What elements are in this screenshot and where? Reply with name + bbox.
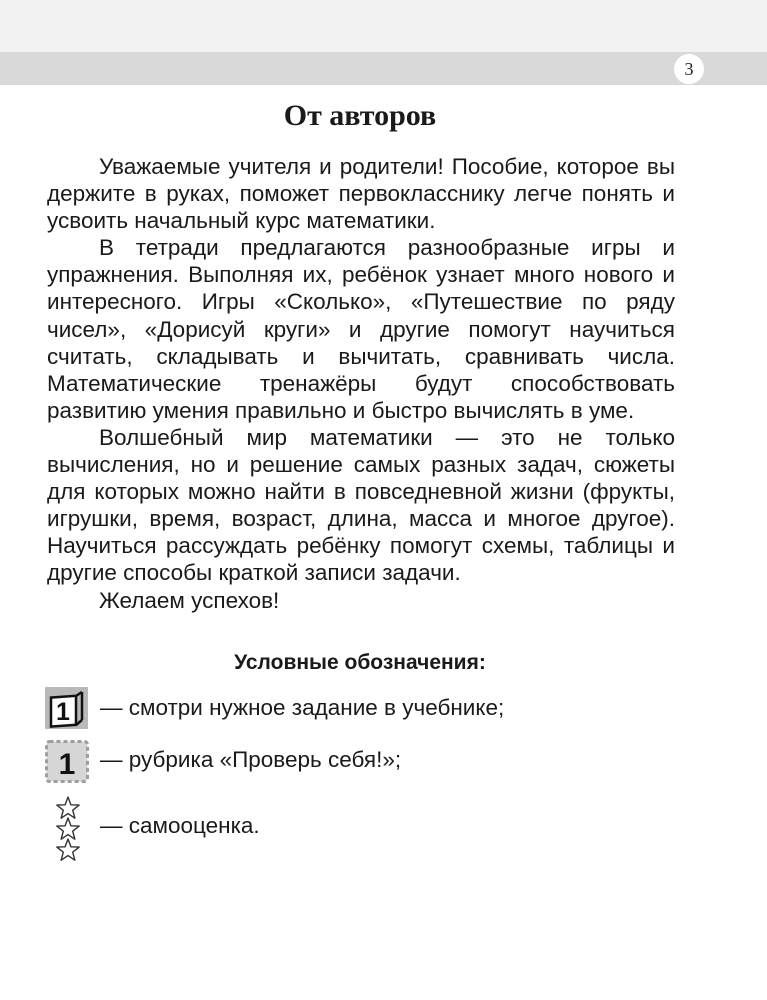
closing-paragraph: Желаем успехов!	[99, 587, 280, 613]
star-icon	[57, 818, 79, 839]
textbook-task-icon	[45, 687, 88, 729]
page-title: От авторов	[283, 99, 437, 132]
self-check-icon-label: 1	[58, 748, 76, 781]
stars-self-assessment-icon	[55, 796, 81, 862]
self-check-icon	[45, 740, 89, 783]
paragraph: Волшебный мир математики — это не только вычисления, но и решение самых разных задач, сюжеты для которых можно найти в повседневной жизни (фрукты, игрушки, время, возраст, длина, масса и многое другое). Научиться рассуждать ребёнку помогут схемы, таблицы и другие способы краткой записи задачи.	[47, 424, 675, 586]
textbook-icon-label: 1	[56, 698, 70, 726]
page-top-margin	[0, 0, 767, 52]
header-bar	[0, 52, 767, 85]
legend-text-textbook: — смотри нужное задание в учебнике;	[100, 695, 505, 720]
intro-text	[47, 153, 675, 614]
paragraph: Уважаемые учителя и родители! Пособие, которое вы держите в руках, поможет первокласснику легче понять и усвоить начальный курс математики.	[47, 154, 675, 234]
legend-title: Условные обозначения:	[234, 651, 486, 674]
legend-text-self-check: — рубрика «Проверь себя!»;	[100, 747, 402, 772]
star-icon	[57, 839, 79, 860]
legend-text-self-assessment: — самооценка.	[100, 813, 260, 838]
star-icon	[57, 797, 79, 818]
page-number: 3	[674, 54, 704, 84]
paragraph: В тетради предлагаются разнообразные игры и упражнения. Выполняя их, ребёнок узнает много нового и интересного. Игры «Сколько», «Путешествие по ряду чисел», «Дорисуй круги» и другие помогут научиться считать, складывать и вычитать, сравнивать числа. Математические тренажёры будут способствовать развитию умения правильно и быстро вычислять в уме.	[47, 235, 675, 423]
